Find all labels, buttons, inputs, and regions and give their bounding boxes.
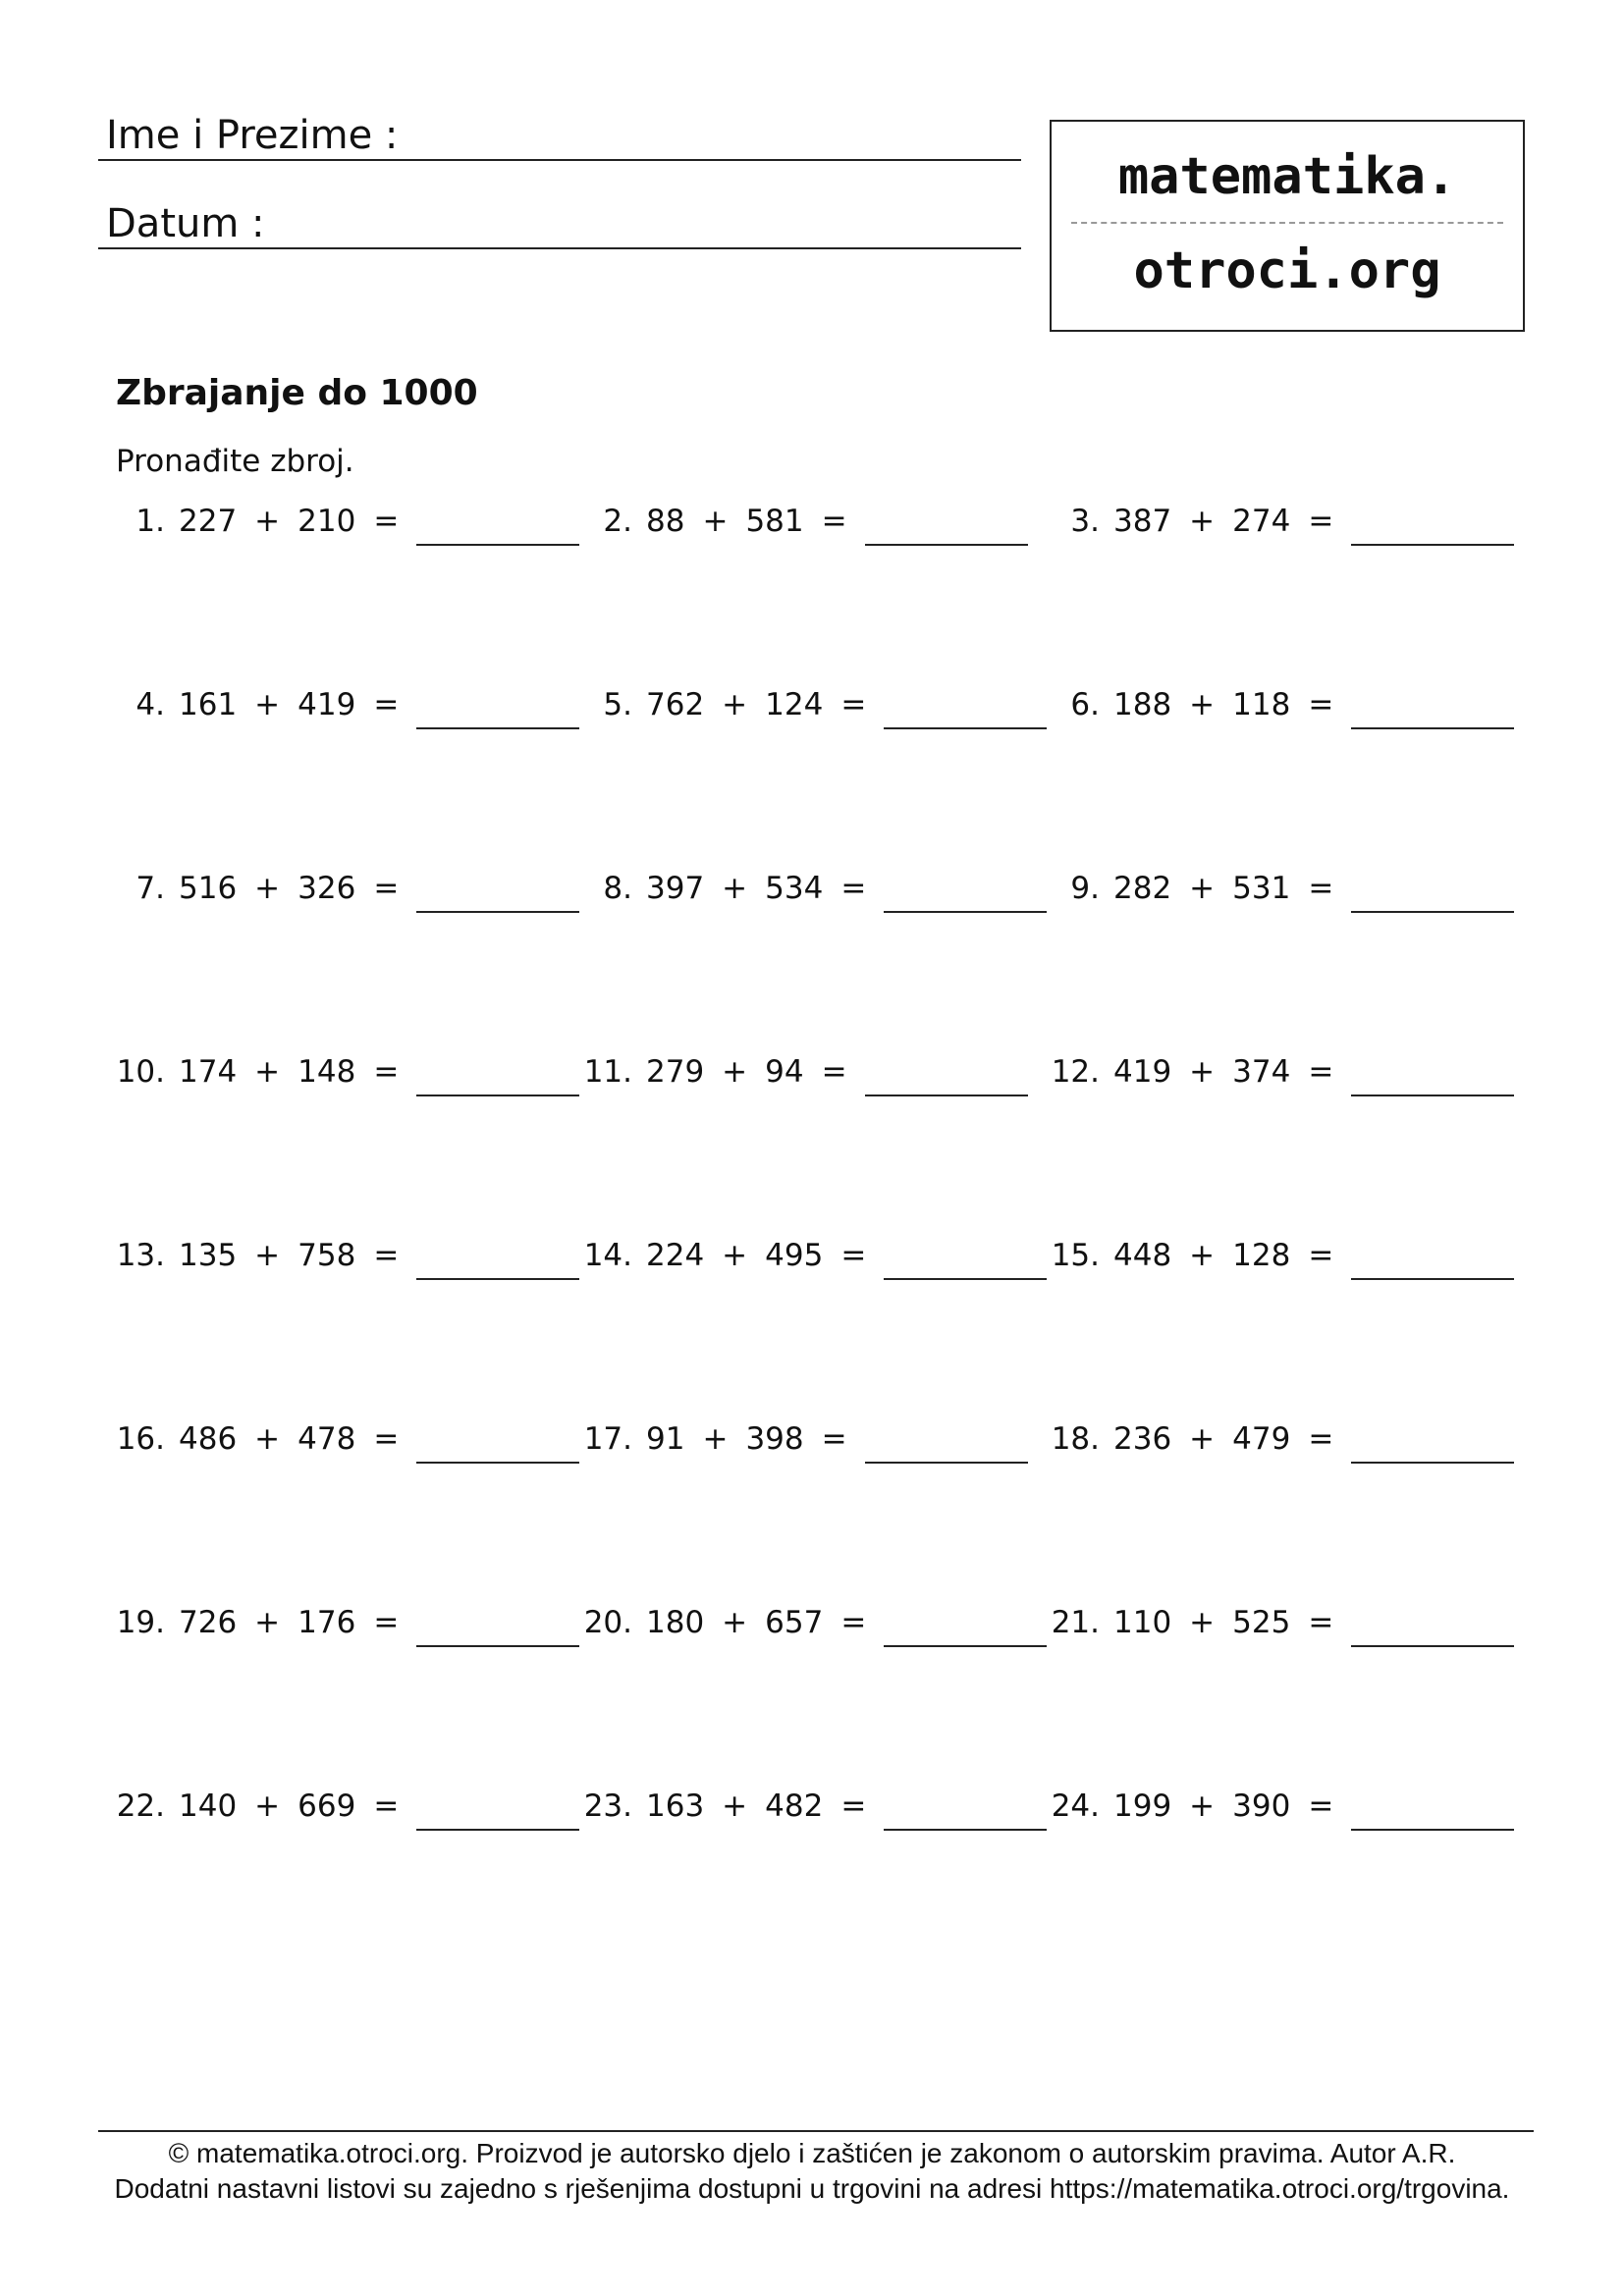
addend-a: 180 (646, 1605, 705, 1640)
problem-expression (179, 1231, 412, 1280)
problem-expression (646, 680, 880, 729)
answer-blank[interactable] (416, 1598, 579, 1647)
problem-number: 24. (1051, 1789, 1100, 1824)
problem-item (118, 1415, 511, 1464)
logo-text-top: matematika. (1117, 147, 1457, 206)
addend-b: 148 (298, 1054, 356, 1090)
problem-number: 10. (116, 1054, 165, 1090)
addend-b: 657 (765, 1605, 824, 1640)
problem-number: 18. (1051, 1421, 1100, 1457)
plus-sign: + (722, 1789, 748, 1824)
addend-a: 224 (646, 1238, 705, 1273)
problem-expression (179, 497, 412, 546)
plus-sign: + (1189, 1789, 1216, 1824)
plus-sign: + (1189, 504, 1216, 539)
addend-a: 762 (646, 687, 705, 722)
problem-item (118, 680, 511, 729)
addend-b: 374 (1232, 1054, 1291, 1090)
problem-number: 1. (135, 504, 165, 539)
plus-sign: + (1189, 1238, 1216, 1273)
problem-number: 6. (1070, 687, 1100, 722)
problem-expression (646, 864, 880, 913)
equals-sign: = (1308, 1054, 1334, 1090)
problem-number: 19. (116, 1605, 165, 1640)
equals-sign: = (1308, 1421, 1334, 1457)
worksheet-instruction: Pronađite zbroj. (116, 444, 354, 479)
problem-expression (179, 1782, 412, 1831)
problem-item (585, 1231, 978, 1280)
addend-a: 88 (646, 504, 685, 539)
answer-blank[interactable] (884, 1598, 1047, 1647)
equals-sign: = (840, 1605, 867, 1640)
problem-item (585, 497, 978, 546)
addend-a: 135 (179, 1238, 238, 1273)
problem-expression (179, 1415, 412, 1464)
addend-b: 326 (298, 871, 356, 906)
plus-sign: + (722, 1238, 748, 1273)
problem-expression (1113, 1598, 1347, 1647)
plus-sign: + (1189, 1054, 1216, 1090)
addend-a: 236 (1113, 1421, 1172, 1457)
problem-expression (646, 497, 861, 546)
problem-item (1053, 1598, 1445, 1647)
plus-sign: + (702, 504, 729, 539)
problem-number: 8. (603, 871, 632, 906)
worksheet-title: Zbrajanje do 1000 (116, 373, 478, 413)
plus-sign: + (702, 1421, 729, 1457)
answer-blank[interactable] (865, 1415, 1028, 1464)
addend-a: 140 (179, 1789, 238, 1824)
problem-expression (179, 680, 412, 729)
answer-blank[interactable] (416, 497, 579, 546)
problem-expression (179, 1047, 412, 1096)
answer-blank[interactable] (1351, 497, 1514, 546)
problem-item (1053, 1047, 1445, 1096)
problem-item (118, 497, 511, 546)
problem-number: 16. (116, 1421, 165, 1457)
problem-number: 22. (116, 1789, 165, 1824)
addend-b: 581 (745, 504, 804, 539)
addend-b: 398 (745, 1421, 804, 1457)
plus-sign: + (254, 687, 281, 722)
answer-blank[interactable] (1351, 1231, 1514, 1280)
addend-b: 534 (765, 871, 824, 906)
problem-item (1053, 680, 1445, 729)
problem-item (585, 1415, 978, 1464)
problem-item (585, 1782, 978, 1831)
plus-sign: + (1189, 1605, 1216, 1640)
plus-sign: + (1189, 871, 1216, 906)
answer-blank[interactable] (884, 1231, 1047, 1280)
problem-item (585, 1047, 978, 1096)
equals-sign: = (821, 504, 847, 539)
equals-sign: = (373, 1238, 400, 1273)
plus-sign: + (1189, 687, 1216, 722)
problem-item (118, 864, 511, 913)
problem-expression (1113, 1415, 1347, 1464)
logo-divider (1071, 222, 1503, 224)
answer-blank[interactable] (416, 1231, 579, 1280)
answer-blank[interactable] (884, 1782, 1047, 1831)
addend-b: 419 (298, 687, 356, 722)
problem-item (1053, 1415, 1445, 1464)
equals-sign: = (1308, 1789, 1334, 1824)
addend-a: 448 (1113, 1238, 1172, 1273)
problem-item (1053, 497, 1445, 546)
problem-number: 7. (135, 871, 165, 906)
plus-sign: + (1189, 1421, 1216, 1457)
addend-a: 174 (179, 1054, 238, 1090)
problem-item (585, 1598, 978, 1647)
addend-a: 419 (1113, 1054, 1172, 1090)
equals-sign: = (1308, 1238, 1334, 1273)
plus-sign: + (722, 1054, 748, 1090)
addend-b: 478 (298, 1421, 356, 1457)
problem-item (1053, 1782, 1445, 1831)
problem-number: 4. (135, 687, 165, 722)
problem-expression (1113, 1047, 1347, 1096)
problem-number: 21. (1051, 1605, 1100, 1640)
answer-blank[interactable] (1351, 1782, 1514, 1831)
problem-number: 3. (1070, 504, 1100, 539)
problem-number: 17. (583, 1421, 632, 1457)
answer-blank[interactable] (1351, 680, 1514, 729)
equals-sign: = (840, 687, 867, 722)
plus-sign: + (722, 871, 748, 906)
addend-b: 176 (298, 1605, 356, 1640)
answer-blank[interactable] (865, 1047, 1028, 1096)
footer-store-info: Dodatni nastavni listovi su zajedno s rješenjima dostupni u trgovini na adresi https://matematika.otroci.org/trgovina. (114, 2173, 1510, 2204)
problem-expression (1113, 864, 1347, 913)
addend-a: 282 (1113, 871, 1172, 906)
plus-sign: + (254, 1605, 281, 1640)
answer-blank[interactable] (416, 1047, 579, 1096)
problem-expression (646, 1782, 880, 1831)
addend-a: 188 (1113, 687, 1172, 722)
addend-b: 390 (1232, 1789, 1291, 1824)
equals-sign: = (373, 1054, 400, 1090)
plus-sign: + (722, 1605, 748, 1640)
plus-sign: + (254, 1054, 281, 1090)
problem-number: 12. (1051, 1054, 1100, 1090)
problem-number: 23. (583, 1789, 632, 1824)
problem-item (1053, 1231, 1445, 1280)
plus-sign: + (254, 1421, 281, 1457)
footer-copyright: © matematika.otroci.org. Proizvod je autorsko djelo i zaštićen je zakonom o autorskim pravima. Autor A.R. (168, 2138, 1456, 2168)
problem-number: 11. (583, 1054, 632, 1090)
addend-b: 124 (765, 687, 824, 722)
problem-expression (646, 1231, 880, 1280)
plus-sign: + (254, 1789, 281, 1824)
addend-a: 163 (646, 1789, 705, 1824)
addend-b: 669 (298, 1789, 356, 1824)
addend-b: 128 (1232, 1238, 1291, 1273)
equals-sign: = (373, 871, 400, 906)
addend-b: 274 (1232, 504, 1291, 539)
problem-item (1053, 864, 1445, 913)
plus-sign: + (254, 504, 281, 539)
answer-blank[interactable] (1351, 1047, 1514, 1096)
equals-sign: = (821, 1421, 847, 1457)
answer-blank[interactable] (884, 680, 1047, 729)
name-field[interactable] (98, 112, 1021, 161)
addend-b: 525 (1232, 1605, 1291, 1640)
problem-number: 15. (1051, 1238, 1100, 1273)
addend-a: 91 (646, 1421, 685, 1457)
problem-expression (646, 1598, 880, 1647)
equals-sign: = (373, 687, 400, 722)
answer-blank[interactable] (1351, 1415, 1514, 1464)
equals-sign: = (373, 504, 400, 539)
addend-b: 531 (1232, 871, 1291, 906)
name-label: Ime i Prezime : (106, 113, 399, 158)
problem-item (585, 680, 978, 729)
problem-number: 13. (116, 1238, 165, 1273)
problem-item (118, 1231, 511, 1280)
addend-b: 94 (765, 1054, 804, 1090)
logo-text-bottom: otroci.org (1133, 241, 1441, 300)
problem-item (118, 1598, 511, 1647)
problem-expression (1113, 680, 1347, 729)
addend-a: 516 (179, 871, 238, 906)
equals-sign: = (1308, 504, 1334, 539)
date-field[interactable] (98, 200, 1021, 249)
addend-a: 110 (1113, 1605, 1172, 1640)
addend-b: 210 (298, 504, 356, 539)
equals-sign: = (1308, 1605, 1334, 1640)
problem-number: 20. (583, 1605, 632, 1640)
addend-a: 397 (646, 871, 705, 906)
answer-blank[interactable] (416, 1415, 579, 1464)
answer-blank[interactable] (416, 864, 579, 913)
problem-item (118, 1782, 511, 1831)
equals-sign: = (840, 1238, 867, 1273)
answer-blank[interactable] (416, 1782, 579, 1831)
equals-sign: = (1308, 687, 1334, 722)
problem-expression (179, 1598, 412, 1647)
addend-a: 161 (179, 687, 238, 722)
answer-blank[interactable] (416, 680, 579, 729)
equals-sign: = (373, 1421, 400, 1457)
equals-sign: = (821, 1054, 847, 1090)
answer-blank[interactable] (1351, 864, 1514, 913)
addend-b: 118 (1232, 687, 1291, 722)
site-logo (1050, 120, 1525, 332)
equals-sign: = (373, 1605, 400, 1640)
addend-a: 387 (1113, 504, 1172, 539)
plus-sign: + (254, 871, 281, 906)
addend-b: 495 (765, 1238, 824, 1273)
problem-expression (646, 1047, 861, 1096)
problem-number: 14. (583, 1238, 632, 1273)
problem-number: 5. (603, 687, 632, 722)
problem-expression (1113, 1231, 1347, 1280)
addend-a: 227 (179, 504, 238, 539)
problem-expression (646, 1415, 861, 1464)
date-label: Datum : (106, 201, 265, 246)
addend-a: 486 (179, 1421, 238, 1457)
addend-a: 199 (1113, 1789, 1172, 1824)
answer-blank[interactable] (884, 864, 1047, 913)
equals-sign: = (840, 871, 867, 906)
addend-b: 482 (765, 1789, 824, 1824)
equals-sign: = (840, 1789, 867, 1824)
footer-divider (98, 2130, 1534, 2132)
equals-sign: = (1308, 871, 1334, 906)
addend-b: 758 (298, 1238, 356, 1273)
addend-a: 726 (179, 1605, 238, 1640)
answer-blank[interactable] (865, 497, 1028, 546)
problem-number: 2. (603, 504, 632, 539)
problem-item (585, 864, 978, 913)
problem-item (118, 1047, 511, 1096)
problem-number: 9. (1070, 871, 1100, 906)
problem-expression (1113, 497, 1347, 546)
plus-sign: + (722, 687, 748, 722)
addend-a: 279 (646, 1054, 705, 1090)
answer-blank[interactable] (1351, 1598, 1514, 1647)
problem-expression (1113, 1782, 1347, 1831)
equals-sign: = (373, 1789, 400, 1824)
problem-expression (179, 864, 412, 913)
plus-sign: + (254, 1238, 281, 1273)
addend-b: 479 (1232, 1421, 1291, 1457)
